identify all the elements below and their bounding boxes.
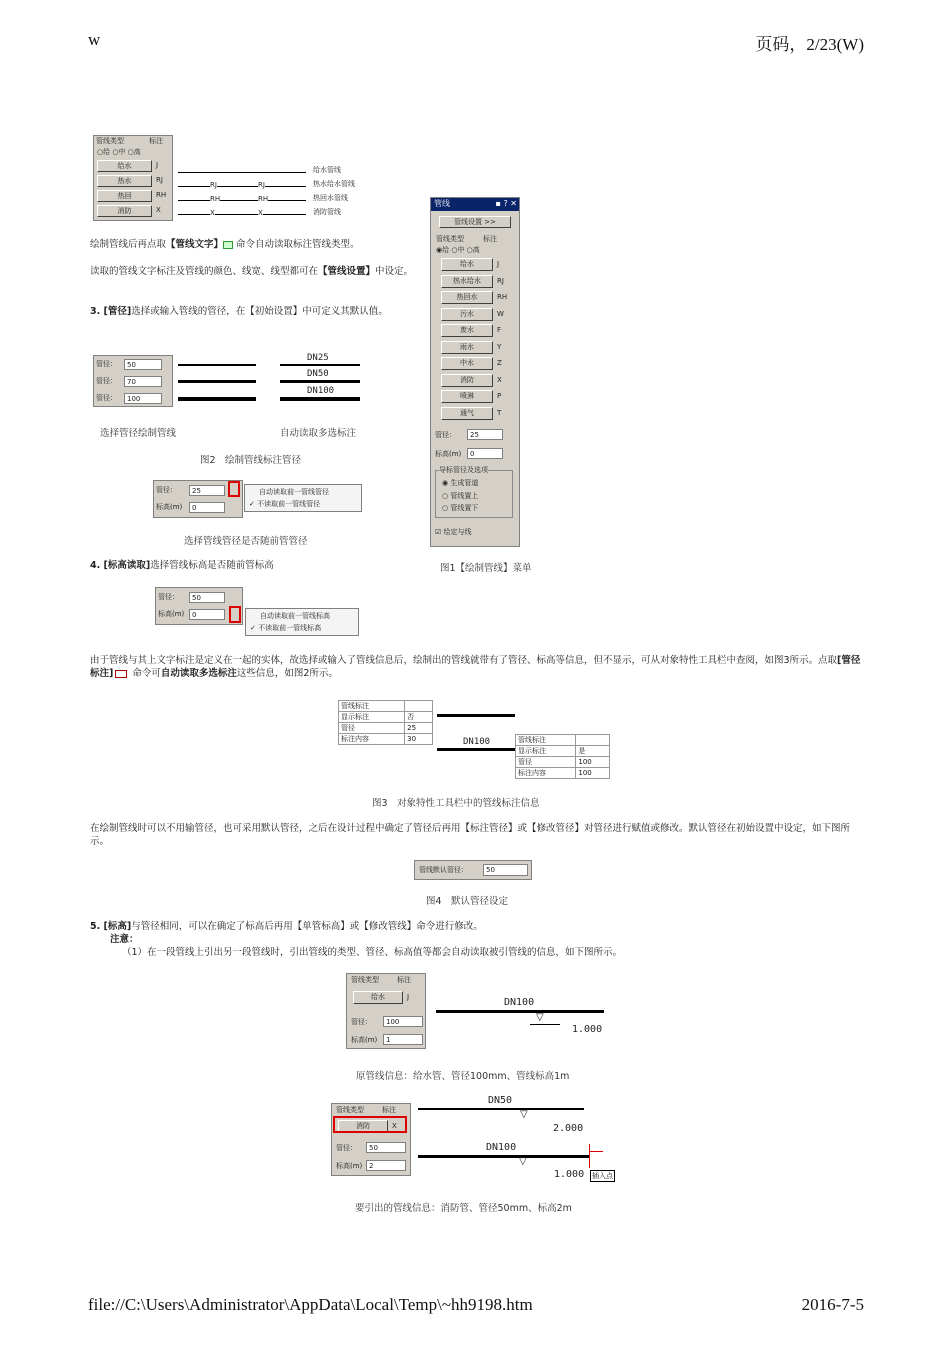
paragraph-properties: 由于管线与其上文字标注是定义在一起的实体，故选择或输入了管线信息后，绘制出的管线就带有了管径、标高等信息，但不显示，可从对象特性工具栏中查阅，如图3所示。点取[管径标注] 命令可自动读取多选标注这些信息，如图2所示。 xyxy=(90,655,861,679)
option-group xyxy=(435,466,513,518)
line-mark: RJ xyxy=(258,181,265,189)
level-radios[interactable]: ◉给 ○中 ○高 xyxy=(436,246,480,254)
footer-date: 2016-7-5 xyxy=(801,1295,864,1314)
elevation-label: 标高(m) xyxy=(336,1162,363,1170)
pipe-type-button[interactable]: 通气 xyxy=(441,407,493,420)
radio-low[interactable]: ○给 ○中 ○高 xyxy=(97,148,141,156)
option-radio[interactable]: ○ 管线置上 xyxy=(442,492,479,500)
type-key: RJ xyxy=(497,276,504,285)
prop-name: 显示标注 xyxy=(339,712,405,723)
elevation-input[interactable]: 0 xyxy=(189,609,225,620)
type-key: J xyxy=(497,260,500,268)
close-icon[interactable]: ▪ ? ✕ xyxy=(495,199,517,208)
fig1-caption: 图1【绘制管线】菜单 xyxy=(440,563,532,574)
elevation-input[interactable]: 1 xyxy=(383,1034,423,1045)
footer-path: file://C:\Users\Administrator\AppData\Local\Temp\~hh9198.htm xyxy=(88,1295,533,1314)
fig3-caption: 图3 对象特性工具栏中的管线标注信息 xyxy=(372,798,540,809)
paragraph-diameter: 3. [管径]选择或输入管线的管径，在【初始设置】中可定义其默认值。 xyxy=(90,306,388,317)
type-btn-3[interactable]: 消防 xyxy=(97,205,152,217)
pipe-type-button[interactable]: 废水 xyxy=(441,324,493,337)
tab-pipe-type[interactable]: 管线类型 xyxy=(436,235,464,243)
elevation-input[interactable]: 0 xyxy=(467,448,503,459)
default-dn-panel xyxy=(414,860,532,880)
fig-dn-caption: 选择管线管径是否随前管管径 xyxy=(184,536,308,547)
original-pipe-panel xyxy=(346,973,426,1049)
elevation-triangle-icon: ▽ xyxy=(519,1156,527,1167)
fig6-caption: 要引出的管线信息：消防管、管径50mm、标高2m xyxy=(355,1203,572,1214)
pipe-type-button[interactable]: 污水 xyxy=(441,308,493,321)
type-key: W xyxy=(497,309,504,318)
pipe-type-label: 热回水管线 xyxy=(313,194,348,202)
type-key: J xyxy=(407,993,410,1001)
toolbar-title: 管线 ▪ ? ✕ xyxy=(431,198,519,211)
pipe-type-label: 消防管线 xyxy=(313,208,341,216)
pipe-line xyxy=(530,1024,560,1025)
dn-label: 管径： xyxy=(336,1144,357,1152)
prop-name: 管线标注 xyxy=(339,701,405,712)
dn-annotation: DN100 xyxy=(307,386,335,396)
prop-value xyxy=(405,701,433,712)
bind-checkbox[interactable]: ☑ 绘定与线 xyxy=(435,528,472,536)
prop-name: 标注内容 xyxy=(339,734,405,745)
dn-select[interactable]: 100 xyxy=(383,1016,423,1027)
menu-item-read-previous[interactable]: 自动读取前一管线标高 xyxy=(260,612,330,620)
type-btn-2[interactable]: 热回 xyxy=(97,190,152,202)
pipe-text-icon xyxy=(223,241,233,249)
pipe-line xyxy=(437,714,515,717)
dim-label-icon xyxy=(115,670,127,678)
paragraph-default-dn: 在绘制管线时可以不用输管径，也可采用默认管径，之后在设计过程中确定了管径后再用【标注管径】或【修改管径】对管径进行赋值或修改。默认管径在初始设置中设定，如下图所示。 xyxy=(90,823,851,847)
line-mark: X xyxy=(258,209,263,217)
dn-annotation: DN25 xyxy=(307,353,329,363)
type-key: X xyxy=(392,1122,397,1130)
branch-pipe-panel xyxy=(331,1103,411,1176)
pipe-line xyxy=(178,364,256,366)
pipe-line xyxy=(280,364,360,366)
pipe-line xyxy=(280,397,360,401)
pipe-line xyxy=(178,397,256,401)
elevation-input[interactable]: 2 xyxy=(366,1160,406,1171)
dn-select[interactable]: 50 xyxy=(124,359,162,370)
context-menu xyxy=(244,484,362,512)
type-key: X xyxy=(156,206,161,214)
pipe-line xyxy=(178,214,306,215)
prop-value: 100 xyxy=(576,757,610,768)
pipe-line xyxy=(436,1010,604,1013)
type-key: Z xyxy=(497,359,502,367)
dn-select[interactable]: 25 xyxy=(467,429,503,440)
fig5-caption: 原管线信息：给水管、管径100mm、管线标高1m xyxy=(356,1071,570,1082)
dn-select[interactable]: 50 xyxy=(366,1142,406,1153)
prop-value: 否 xyxy=(405,712,433,723)
prop-name: 管线标注 xyxy=(516,735,576,746)
line-mark: RH xyxy=(210,195,221,203)
prop-value: 25 xyxy=(405,723,433,734)
default-dn-label: 管线默认管径： xyxy=(419,866,468,874)
highlight-box xyxy=(229,606,241,623)
option-radio[interactable]: ○ 管线置下 xyxy=(442,504,479,512)
elevation-label: 标高(m) xyxy=(435,450,462,458)
property-table-after xyxy=(515,734,610,779)
pipe-type-button[interactable]: 中水 xyxy=(441,357,493,370)
pipe-line xyxy=(437,748,515,751)
group-title: 导标管径及选项 xyxy=(439,466,488,474)
tab-label[interactable]: 标注 xyxy=(382,1106,396,1114)
elevation-annotation: 2.000 xyxy=(553,1123,584,1134)
pipe-type-label: 给水管线 xyxy=(313,166,341,174)
type-key: Y xyxy=(497,342,502,351)
dn-label: 管径： xyxy=(96,377,117,385)
pipe-type-button[interactable]: 给水 xyxy=(441,258,493,271)
prop-name: 显示标注 xyxy=(516,746,576,757)
dn-label: 管径： xyxy=(158,593,179,601)
tab-label[interactable]: 标注 xyxy=(397,976,411,984)
dn-select[interactable]: 50 xyxy=(189,592,225,603)
elevation-annotation: 1.000 xyxy=(572,1024,603,1035)
pipe-line xyxy=(178,172,306,173)
fig2-caption: 图2 绘制管线标注管径 xyxy=(200,455,302,466)
elevation-triangle-icon: ▽ xyxy=(536,1012,544,1023)
elevation-input[interactable]: 0 xyxy=(189,502,225,513)
type-key: F xyxy=(497,326,502,334)
paragraph-elevation: 5. [标高]与管径相同，可以在确定了标高后再用【单管标高】或【修改管线】命令进行修改。 xyxy=(90,921,483,932)
paragraph-pipe-settings: 读取的管线文字标注及管线的颜色、线宽、线型都可在【管线设置】中设定。 xyxy=(90,266,414,277)
dn-annotation: DN100 xyxy=(486,1142,517,1153)
dn-label: 管径： xyxy=(156,486,177,494)
elevation-triangle-icon: ▽ xyxy=(520,1109,528,1120)
fig2-caption-left: 选择管径绘制管线 xyxy=(100,428,177,439)
pipe-line xyxy=(280,380,360,383)
menu-item-read-previous[interactable]: 自动读取前一管线管径 xyxy=(259,488,329,496)
elevation-label: 标高(m) xyxy=(351,1036,378,1044)
dn-select[interactable]: 100 xyxy=(124,393,162,404)
dn-select[interactable]: 70 xyxy=(124,376,162,387)
option-radio[interactable]: ◉ 生成管道 xyxy=(442,479,479,487)
cursor-icon xyxy=(589,1144,590,1168)
prop-value xyxy=(576,735,610,746)
prop-name: 管径 xyxy=(516,757,576,768)
dn-annotation: DN100 xyxy=(463,737,491,747)
insert-point-tooltip: 插入点 xyxy=(592,1172,613,1180)
dn-annotation: DN50 xyxy=(307,369,329,379)
type-key: RH xyxy=(156,191,167,199)
pipe-type-button[interactable]: 喷淋 xyxy=(441,390,493,403)
tab-pipe-type[interactable]: 管线类型 xyxy=(351,976,379,984)
pipe-line xyxy=(418,1108,584,1110)
paragraph-pipe-text: 绘制管线后再点取【管线文字】 命令自动读取标注管线类型。 xyxy=(90,239,360,250)
line-mark: RH xyxy=(258,195,269,203)
tab-pipe-type[interactable]: 管线类型 xyxy=(336,1106,364,1114)
header-left: w xyxy=(88,30,101,49)
highlight-box xyxy=(228,481,240,497)
type-key: RH xyxy=(497,293,508,301)
pipe-type-button[interactable]: 热水给水 xyxy=(441,275,493,288)
elevation-label: 标高(m) xyxy=(156,503,183,511)
pipe-line xyxy=(178,186,306,187)
menu-item-no-read[interactable]: ✓ 不读取前一管线标高 xyxy=(250,624,322,632)
pipe-type-button[interactable]: 热回水 xyxy=(441,291,493,304)
elevation-label: 标高(m) xyxy=(158,610,185,618)
pipe-line xyxy=(418,1155,590,1158)
cursor-icon xyxy=(589,1151,603,1152)
tab-label[interactable]: 标注 xyxy=(483,235,497,243)
pipe-line xyxy=(178,380,256,383)
type-key: J xyxy=(156,161,159,169)
prop-value: 30 xyxy=(405,734,433,745)
pipe-type-label: 热水给水管线 xyxy=(313,180,355,188)
type-key: X xyxy=(497,375,502,384)
fig4-caption: 图4 默认管径设定 xyxy=(426,896,509,907)
elevation-annotation: 1.000 xyxy=(554,1169,585,1180)
context-menu xyxy=(245,608,359,636)
highlight-box xyxy=(333,1116,407,1133)
dn-label: 管径： xyxy=(96,360,117,368)
diameter-panel xyxy=(93,355,173,407)
prop-value: 是 xyxy=(576,746,610,757)
page-number: 页码，2/23(W) xyxy=(755,35,864,54)
property-table-before xyxy=(338,700,433,745)
dn-label: 管径： xyxy=(435,431,456,439)
type-btn-1[interactable]: 热水 xyxy=(97,175,152,187)
dn-select[interactable]: 25 xyxy=(189,485,225,496)
dn-annotation: DN100 xyxy=(504,997,535,1008)
pipe-settings-button[interactable]: 管线设置 >> xyxy=(439,216,511,228)
prop-value: 100 xyxy=(576,768,610,779)
pipe-type-button[interactable]: 消防 xyxy=(338,1120,388,1133)
line-mark: RJ xyxy=(210,181,217,189)
pipe-type-panel xyxy=(93,135,173,221)
pipe-toolbar xyxy=(430,197,520,547)
dn-label: 管径： xyxy=(351,1018,372,1026)
type-btn-0[interactable]: 给水 xyxy=(97,160,152,172)
type-key: P xyxy=(497,392,502,400)
type-key: T xyxy=(497,408,502,417)
fig2-caption-right: 自动读取多选标注 xyxy=(280,428,357,439)
prop-name: 管径 xyxy=(339,723,405,734)
pipe-type-button[interactable]: 雨水 xyxy=(441,341,493,354)
note-title: 注意： xyxy=(110,934,139,945)
pipe-type-button[interactable]: 给水 xyxy=(353,991,403,1004)
note-text: （1）在一段管线上引出另一段管线时，引出管线的类型、管径、标高值等都会自动读取被引管线的信息，如下图所示。 xyxy=(122,947,623,958)
menu-item-no-read[interactable]: ✓ 不读取前一管线管径 xyxy=(249,500,321,508)
type-key: RJ xyxy=(156,176,163,184)
pipe-line xyxy=(178,200,306,201)
prop-name: 标注内容 xyxy=(516,768,576,779)
paragraph-elevation-read: 4. [标高读取]选择管线标高是否随前管标高 xyxy=(90,560,274,571)
default-dn-input[interactable]: 50 xyxy=(483,864,528,876)
tab-pipe-type[interactable]: 管线类型 xyxy=(96,137,124,145)
line-mark: X xyxy=(210,209,215,217)
dn-label: 管径： xyxy=(96,394,117,402)
tab-label[interactable]: 标注 xyxy=(149,137,163,145)
pipe-type-button[interactable]: 消防 xyxy=(441,374,493,387)
dn-annotation: DN50 xyxy=(488,1095,513,1106)
